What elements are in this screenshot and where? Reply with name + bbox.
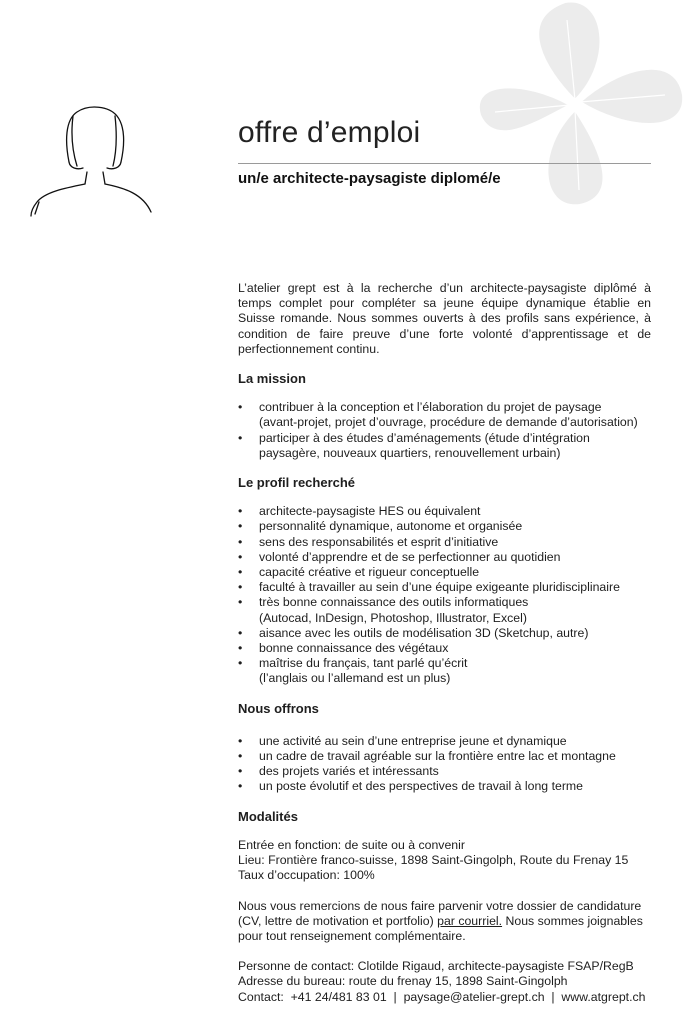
profil-heading: Le profil recherché <box>238 475 356 491</box>
candidature-paragraph <box>238 899 651 945</box>
job-offer-body <box>238 281 651 1005</box>
job-subtitle: un/e architecte-paysagiste diplomé/e <box>238 170 501 187</box>
candidature-text: Nous sommes joignables pour tout renseignement complémentaire. <box>238 913 643 943</box>
profil-list <box>238 504 651 686</box>
list-item <box>238 764 651 779</box>
list-item-line: contribuer à la conception et l’élaboration du projet de paysage <box>259 400 602 415</box>
list-item-line: (l’anglais ou l’allemand est un plus) <box>259 671 451 686</box>
modalites-heading: Modalités <box>238 808 298 824</box>
office-address: Adresse du bureau: route du frenay 15, 1898 Saint-Gingolph <box>238 974 568 989</box>
list-item-line: volonté d’apprendre et de se perfectionner au quotidien <box>259 549 561 564</box>
list-item <box>238 626 651 641</box>
modalites-line: Entrée en fonction: de suite ou à convenir <box>238 837 465 852</box>
list-item-line: (avant-projet, projet d’ouvrage, procédure de demande d’autorisation) <box>259 415 638 430</box>
list-item <box>238 779 651 794</box>
list-item-line: aisance avec les outils de modélisation 3D (Sketchup, autre) <box>259 625 589 640</box>
list-item <box>238 734 651 749</box>
list-item <box>238 565 651 580</box>
list-item-line: maîtrise du français, tant parlé qu’écrit <box>259 656 468 671</box>
contact-line: Contact: +41 24/481 83 01 | paysage@atelier-grept.ch | www.atgrept.ch <box>238 989 646 1004</box>
list-item <box>238 550 651 565</box>
title-divider <box>238 163 651 164</box>
list-item-line: un cadre de travail agréable sur la frontière entre lac et montagne <box>259 749 616 764</box>
intro-paragraph: L’atelier grept est à la recherche d’un architecte-paysagiste diplômé à temps complet pour compléter sa jeune équipe dynamique établie en Suisse romande. Nous sommes ouverts à des profils sans expérience, à condition de faire preuve d’une forte volonté d’apprentissage et de perfectionnement continu. <box>238 281 651 356</box>
list-item <box>238 595 651 625</box>
list-item <box>238 641 651 656</box>
list-item-line: personnalité dynamique, autonome et organisée <box>259 519 523 534</box>
list-item <box>238 580 651 595</box>
list-item-line: capacité créative et rigueur conceptuelle <box>259 565 480 580</box>
list-item-line: très bonne connaissance des outils informatiques <box>259 595 529 610</box>
list-item <box>238 535 651 550</box>
list-item-line: faculté à travailler au sein d’une équipe exigeante pluridisciplinaire <box>259 580 620 595</box>
list-item-line: une activité au sein d’une entreprise jeune et dynamique <box>259 733 567 748</box>
list-item <box>238 504 651 519</box>
list-item <box>238 431 651 461</box>
list-item-line: architecte-paysagiste HES ou équivalent <box>259 504 481 519</box>
candidature-text: Nous vous remercions de nous faire parvenir votre dossier de candidature (CV, lettre de motivation et portfolio) <box>238 898 642 928</box>
list-item-line: un poste évolutif et des perspectives de travail à long terme <box>259 779 584 794</box>
modalites-line: Taux d’occupation: 100% <box>238 868 375 883</box>
list-item-line: des projets variés et intéressants <box>259 764 439 779</box>
list-item-line: paysagère, nouveaux quartiers, renouvellement urbain) <box>259 445 561 460</box>
contact-person: Personne de contact: Clotilde Rigaud, architecte-paysagiste FSAP/RegB <box>238 959 634 974</box>
mission-heading: La mission <box>238 371 306 387</box>
offrons-list <box>238 734 651 795</box>
list-item <box>238 519 651 534</box>
list-item-line: (Autocad, InDesign, Photoshop, Illustrator, Excel) <box>259 610 527 625</box>
portrait-sketch-icon <box>25 102 160 217</box>
list-item <box>238 656 651 686</box>
list-item <box>238 400 651 430</box>
list-item <box>238 749 651 764</box>
mission-list <box>238 400 651 461</box>
list-item-line: participer à des études d’aménagements (étude d’intégration <box>259 430 590 445</box>
modalites-line: Lieu: Frontière franco-suisse, 1898 Saint-Gingolph, Route du Frenay 15 <box>238 853 629 868</box>
page-title: offre d’emploi <box>238 116 421 149</box>
email-link[interactable]: par courriel. <box>437 913 503 928</box>
offrons-heading: Nous offrons <box>238 700 319 716</box>
list-item-line: bonne connaissance des végétaux <box>259 641 449 656</box>
list-item-line: sens des responsabilités et esprit d’initiative <box>259 534 499 549</box>
